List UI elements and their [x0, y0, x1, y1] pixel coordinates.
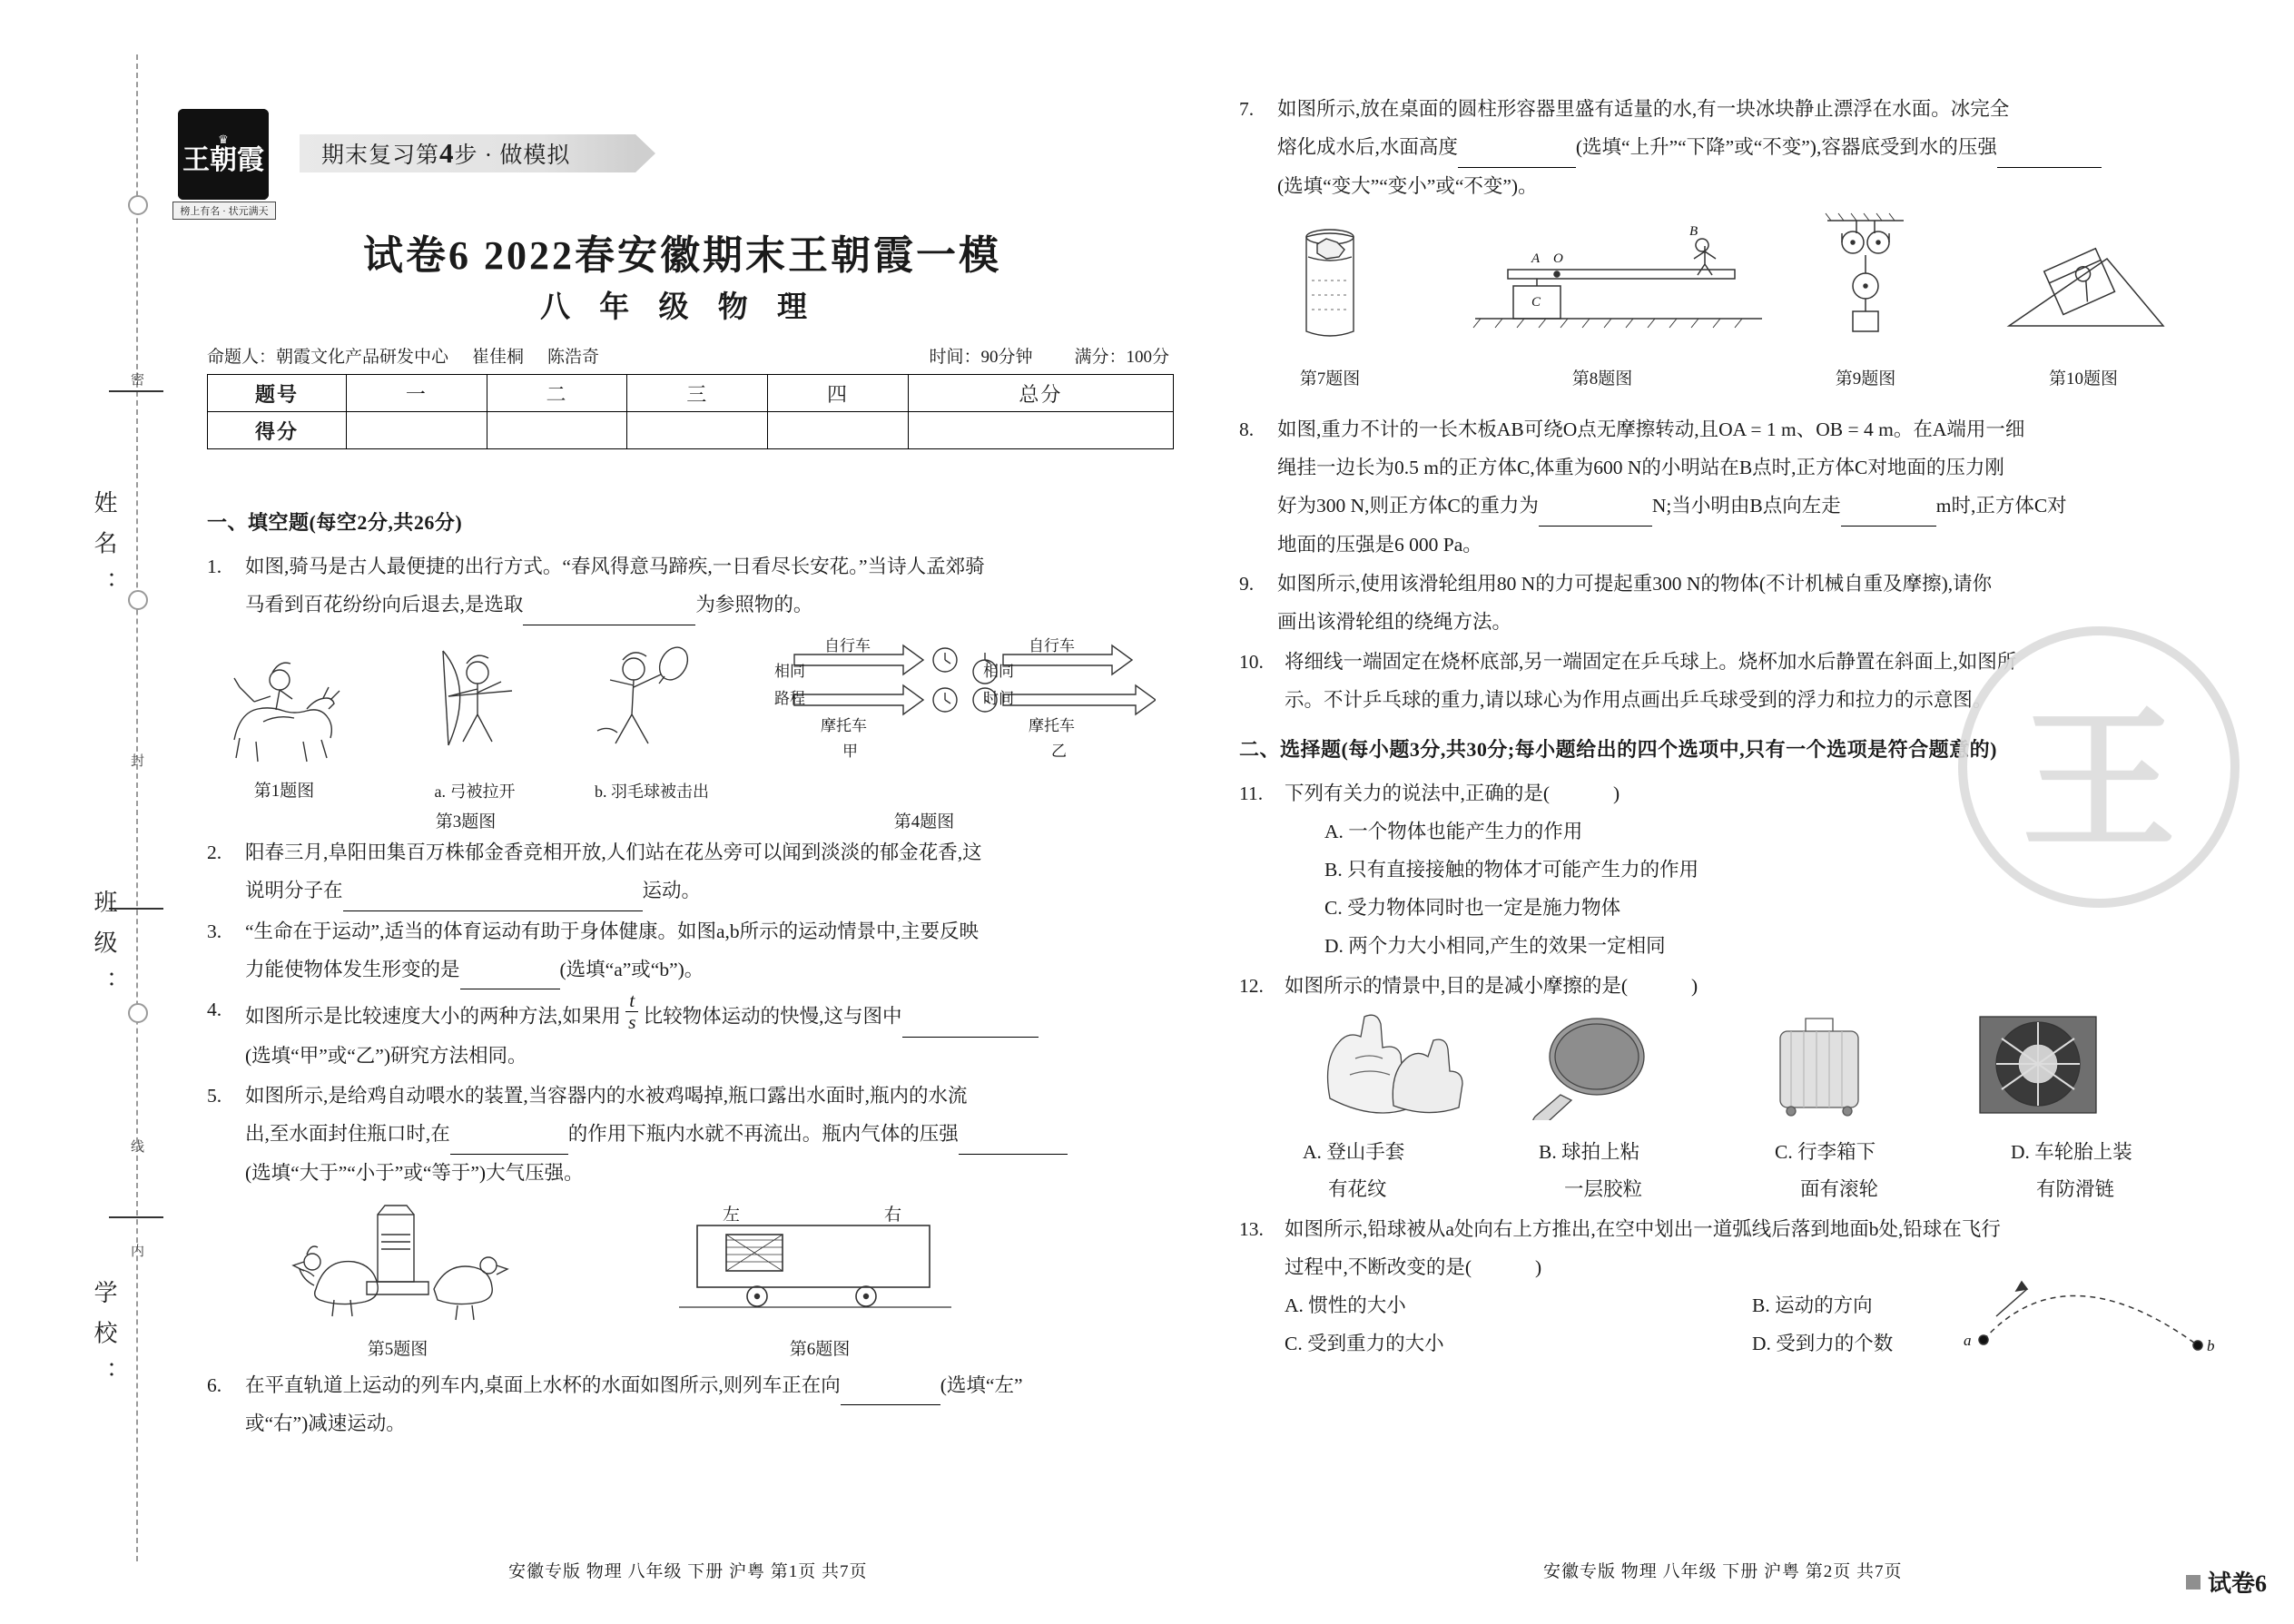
option-d[interactable]: D. 两个力大小相同,产生的效果一定相同 [1324, 934, 1666, 957]
figure-13-projectile [1956, 1253, 2229, 1362]
answer-blank[interactable] [450, 1116, 568, 1155]
question-text: 运动。 [642, 879, 702, 901]
question-number: 5. [207, 1084, 222, 1107]
figure-row-1 [207, 631, 1178, 832]
footer-right: 安徽专版 物理 八年级 下册 沪粤 第2页 共7页 [1543, 1562, 1903, 1581]
option-c[interactable]: C. 受到重力的大小 [1285, 1333, 1444, 1355]
question-text: (选填“上升”“下降”或“不变”),容器底受到水的压强 [1575, 135, 1997, 158]
figure-12c-suitcase [1738, 1011, 1902, 1120]
binding-dot [128, 1003, 148, 1023]
question-text: 如图所示,铅球被从a处向右上方推出,在空中划出一道弧线后落到地面b处,铅球在飞行 [1285, 1218, 2001, 1241]
title-main-pre: 试卷6 2022春安徽期末 [363, 233, 788, 278]
option-c-line2: 面有滚轮 [1800, 1178, 1879, 1201]
figure-12b-paddle [1521, 1011, 1684, 1120]
figure-row-2 [207, 1198, 1178, 1362]
answer-blank[interactable] [841, 1367, 940, 1406]
question-text: 如图所示,是给鸡自动喂水的装置,当容器内的水被鸡喝掉,瓶口露出水面时,瓶内的水流 [245, 1084, 968, 1107]
side-label-class: 班 级 ： [91, 890, 117, 999]
figure-caption-3: 第3题图 [435, 812, 497, 832]
figure-12d-tire-chain [1956, 1011, 2120, 1120]
question-text: 示。不计乒乓球的重力,请以球心为作用点画出乒乓球受到的浮力和拉力的示意图。 [1285, 689, 1993, 712]
option-a[interactable]: A. 惯性的大小 [1285, 1294, 1406, 1317]
meta-author2: 陈浩奇 [547, 348, 600, 367]
question-text: 出,至水面封住瓶口时,在 [245, 1122, 450, 1145]
figure-label-3b: b. 羽毛球被击出 [595, 782, 709, 801]
question-text: 阳春三月,阜阳田集百万株郁金香竞相开放,人们站在花丛旁可以闻到淡淡的郁金花香,这 [245, 841, 982, 863]
score-table [207, 374, 1174, 449]
figure-8-lever [1466, 217, 1766, 353]
score-cell[interactable] [347, 412, 487, 449]
question-7 [1239, 91, 2220, 206]
answer-bracket[interactable] [1550, 775, 1613, 813]
question-number: 2. [207, 841, 222, 863]
question-text: (选填“左” [940, 1373, 1023, 1396]
figure-caption-1: 第1题图 [253, 781, 315, 801]
figure-6-train-cart [679, 1207, 951, 1325]
page-title [363, 222, 1001, 281]
question-text: 绳挂一边长为0.5 m的正方体C,体重为600 N的小明站在B点时,正方体C对地面的压力刚 [1277, 456, 2004, 478]
score-cell: 一 [347, 375, 487, 412]
question-text: 为参照物的。 [695, 593, 813, 615]
question-text: 在平直轨道上运动的列车内,桌面上水杯的水面如图所示,则列车正在向 [245, 1373, 841, 1396]
answer-blank[interactable] [343, 872, 643, 911]
score-cell: 四 [768, 375, 909, 412]
figure-label-3a: a. 弓被拉开 [434, 782, 516, 801]
section-2-heading: 二、选择题(每小题3分,共30分;每小题给出的四个选项中,只有一个选项是符合题意的) [1239, 738, 1997, 762]
logo-subtitle: 榜上有名 · 状元满天 [172, 202, 276, 220]
figure-4-label-same-1: 相同 [774, 662, 805, 680]
question-number: 9. [1239, 573, 1255, 595]
score-cell[interactable] [627, 412, 768, 449]
score-cell: 总分 [908, 375, 1173, 412]
question-number: 3. [207, 920, 222, 942]
score-cell[interactable] [487, 412, 627, 449]
option-b-line1[interactable]: B. 球拍上粘 [1539, 1140, 1640, 1163]
score-cell: 题号 [208, 375, 347, 412]
question-text: 如图所示是比较速度大小的两种方法,如果用 [245, 1005, 621, 1028]
question-text: 如图,骑马是古人最便捷的出行方式。“春风得意马蹄疾,一日看尽长安花。”当诗人孟郊骑 [245, 555, 985, 577]
score-cell[interactable] [908, 412, 1173, 449]
fraction-t-over-s: $\frac{t}{s}$ [625, 991, 638, 1033]
figure-5-chicken-waterer [280, 1198, 516, 1325]
question-number: 11. [1239, 782, 1264, 805]
question-text: (选填“甲”或“乙”)研究方法相同。 [245, 1044, 527, 1067]
figure-7-beaker-ice [1275, 217, 1384, 353]
option-d-line1[interactable]: D. 车轮胎上装 [2011, 1140, 2132, 1163]
question-number: 1. [207, 555, 222, 577]
answer-blank[interactable] [1841, 487, 1936, 527]
figure-1-horse-rider [216, 633, 352, 769]
option-row-12-line1 [1285, 1134, 2220, 1172]
footer-left: 安徽专版 物理 八年级 下册 沪粤 第1页 共7页 [508, 1562, 868, 1581]
title-main-post: 一模 [916, 233, 1001, 278]
binding-tick [109, 1216, 163, 1218]
figure-caption-10: 第10题图 [2048, 369, 2118, 389]
score-cell[interactable] [768, 412, 909, 449]
question-3 [207, 913, 1178, 990]
figure-caption-8: 第8题图 [1571, 369, 1633, 389]
logo-name: 王朝霞 [182, 145, 264, 176]
question-6 [207, 1367, 1178, 1444]
question-text: m时,正方体C对 [1935, 494, 2067, 517]
option-d[interactable]: D. 受到力的个数 [1752, 1333, 1894, 1355]
question-text: 画出该滑轮组的绕绳方法。 [1277, 611, 1512, 634]
figure-caption-4: 第4题图 [893, 812, 955, 832]
banner-tail [635, 134, 655, 172]
question-number: 4. [207, 999, 222, 1021]
figure-4-label-bike-2: 自行车 [1029, 636, 1075, 655]
question-number: 10. [1239, 651, 1264, 674]
question-1 [207, 548, 1178, 625]
question-text: 如图所示,放在桌面的圆柱形容器里盛有适量的水,有一块冰块静止漂浮在水面。冰完全 [1277, 98, 2010, 120]
question-number: 8. [1239, 418, 1255, 440]
question-text: 下列有关力的说法中,正确的是( [1285, 782, 1551, 805]
side-tick-label: 内 [129, 1244, 143, 1259]
answer-blank[interactable] [902, 999, 1039, 1038]
figure-6-label-left: 左 [723, 1205, 741, 1225]
figure-row-right [1239, 212, 2220, 402]
bracket-close: ) [1535, 1256, 1542, 1279]
question-4 [207, 991, 1178, 1075]
paper-meta [207, 343, 1169, 368]
tab-label: 试卷6 [2207, 1570, 2267, 1597]
question-text: 马看到百花纷纷向后退去,是选取 [245, 593, 524, 615]
banner-pre: 期末复习第 [321, 143, 440, 168]
figure-caption-5: 第5题图 [367, 1339, 428, 1359]
question-number: 13. [1239, 1218, 1264, 1241]
question-text: 过程中,不断改变的是( [1285, 1256, 1472, 1279]
section-1-heading: 一、填空题(每空2分,共26分) [207, 511, 463, 534]
figure-4-label-distance: 路程 [774, 689, 805, 707]
question-number: 12. [1239, 974, 1264, 997]
score-cell: 三 [627, 375, 768, 412]
svg-text:a: a [1964, 1332, 1972, 1350]
banner-step-number: 4 [439, 137, 455, 169]
question-number: 7. [1239, 98, 1255, 120]
question-text: 如图所示,使用该滑轮组用80 N的力可提起重300 N的物体(不计机械自重及摩擦),请你 [1277, 573, 1993, 595]
binding-tick [109, 390, 163, 392]
option-b[interactable]: B. 只有直接接触的物体才可能产生力的作用 [1324, 858, 1699, 881]
question-13 [1239, 1211, 2220, 1363]
question-text: 熔化成水后,水面高度 [1277, 135, 1458, 158]
meta-author-label: 命题人：朝霞文化产品研发中心 [207, 348, 449, 367]
question-text: 如图所示的情景中,目的是减小摩擦的是( [1285, 974, 1629, 997]
side-label-school: 学 校 ： [91, 1280, 117, 1390]
figure-4-label-jia: 甲 [842, 742, 858, 760]
question-text: (选填“大于”“小于”或“等于”)大气压强。 [245, 1161, 584, 1184]
option-c-line1[interactable]: C. 行李箱下 [1775, 1140, 1876, 1163]
answer-blank[interactable] [1539, 487, 1652, 527]
question-text: 如图,重力不计的一长木板AB可绕O点无摩擦转动,且OA = 1 m、OB = 4 m。在A端用一细 [1277, 418, 2025, 440]
question-12 [1239, 968, 2220, 1210]
figure-4-label-same-2: 相同 [983, 662, 1014, 680]
answer-blank[interactable] [1458, 129, 1576, 168]
meta-fullscore: 满分：100分 [1074, 348, 1169, 367]
answer-blank[interactable] [1997, 129, 2102, 168]
svg-text:B: B [1689, 223, 1698, 239]
table-row [208, 412, 1174, 449]
binding-line [136, 54, 140, 1561]
question-text: (选填“变大”“变小”或“不变”)。 [1277, 174, 1538, 197]
question-text: 的作用下瓶内水就不再流出。瓶内气体的压强 [567, 1122, 959, 1145]
option-row-12-line2 [1285, 1171, 2220, 1209]
title-brand: 王朝霞 [788, 233, 916, 278]
answer-bracket[interactable] [1472, 1249, 1535, 1287]
question-2 [207, 834, 1178, 911]
figure-9-pulley-system [1802, 212, 1929, 357]
question-text: 比较物体运动的快慢,这与图中 [643, 1005, 902, 1028]
left-column [207, 495, 1178, 1445]
option-a[interactable]: A. 一个物体也能产生力的作用 [1324, 820, 1583, 842]
figure-12-strip [1285, 1011, 2220, 1134]
figure-3a-archer [407, 633, 543, 769]
crown-icon: ♛ [218, 133, 229, 147]
grade-subtitle: 八 年 级 物 理 [540, 291, 818, 324]
figure-4-label-yi: 乙 [1051, 742, 1067, 760]
answer-blank[interactable] [523, 586, 695, 625]
figure-4-label-moto-2: 摩托车 [1029, 716, 1075, 734]
option-a-line2: 有花纹 [1328, 1178, 1387, 1201]
score-cell: 二 [487, 375, 627, 412]
figure-caption-9: 第9题图 [1835, 369, 1896, 389]
bracket-close: ) [1613, 782, 1620, 805]
question-text: 说明分子在 [245, 879, 343, 901]
figure-4-label-moto-1: 摩托车 [821, 716, 867, 734]
question-5 [207, 1078, 1178, 1193]
option-b-line2: 一层胶粒 [1564, 1178, 1643, 1201]
answer-blank[interactable] [959, 1116, 1068, 1155]
svg-text:A: A [1531, 251, 1541, 266]
question-number: 6. [207, 1373, 222, 1396]
question-text: 将细线一端固定在烧杯底部,另一端固定在乒乓球上。烧杯加水后静置在斜面上,如图所 [1285, 651, 2017, 674]
side-tick-label: 线 [129, 1139, 143, 1155]
page-tab [2186, 1565, 2267, 1599]
answer-bracket[interactable] [1628, 968, 1691, 1006]
question-8 [1239, 411, 2220, 565]
figure-4-label-bike-1: 自行车 [824, 636, 871, 655]
meta-author1: 崔佳桐 [472, 348, 525, 367]
publisher-logo [178, 109, 269, 200]
figure-12a-gloves [1303, 1011, 1466, 1120]
figure-4-label-time: 时间 [983, 689, 1014, 707]
figure-caption-7: 第7题图 [1299, 369, 1361, 389]
option-d-line2: 有防滑链 [2036, 1178, 2115, 1201]
question-text: N;当小明由B点向左走 [1651, 494, 1841, 517]
figure-10-beaker-incline [2002, 219, 2174, 355]
table-row [208, 375, 1174, 412]
question-text: 地面的压强是6 000 Pa。 [1277, 533, 1482, 556]
question-text: “生命在于运动”,适当的体育运动有助于身体健康。如图a,b所示的运动情景中,主要反映 [245, 920, 980, 942]
question-text: 或“右”)减速运动。 [245, 1412, 406, 1435]
binding-dot [128, 195, 148, 215]
score-cell: 得分 [208, 412, 347, 449]
binding-dot [128, 590, 148, 610]
svg-text:C: C [1531, 294, 1541, 310]
svg-text:O: O [1553, 251, 1563, 266]
side-label-name: 姓 名 ： [91, 490, 117, 600]
banner-post: 步 · 做模拟 [454, 143, 571, 168]
tab-marker-icon [2186, 1575, 2200, 1590]
figure-6-label-right: 右 [884, 1205, 902, 1225]
question-text: 力能使物体发生形变的是 [245, 958, 460, 980]
review-step-banner [300, 134, 635, 172]
side-tick-label: 密 [129, 372, 143, 388]
figure-caption-6: 第6题图 [789, 1339, 851, 1359]
side-tick-label: 封 [129, 753, 143, 769]
bracket-close: ) [1691, 974, 1698, 997]
option-b[interactable]: B. 运动的方向 [1752, 1294, 1873, 1317]
watermark-seal: 王 [1958, 626, 2240, 908]
svg-text:b: b [2207, 1337, 2215, 1355]
figure-3b-badminton [570, 633, 715, 769]
option-a-line1[interactable]: A. 登山手套 [1303, 1140, 1405, 1163]
option-c[interactable]: C. 受力物体同时也一定是施力物体 [1324, 896, 1621, 919]
question-text: (选填“a”或“b”)。 [559, 958, 704, 980]
meta-time: 时间：90分钟 [929, 348, 1033, 367]
answer-blank[interactable] [460, 951, 560, 990]
question-text: 好为300 N,则正方体C的重力为 [1277, 494, 1539, 517]
